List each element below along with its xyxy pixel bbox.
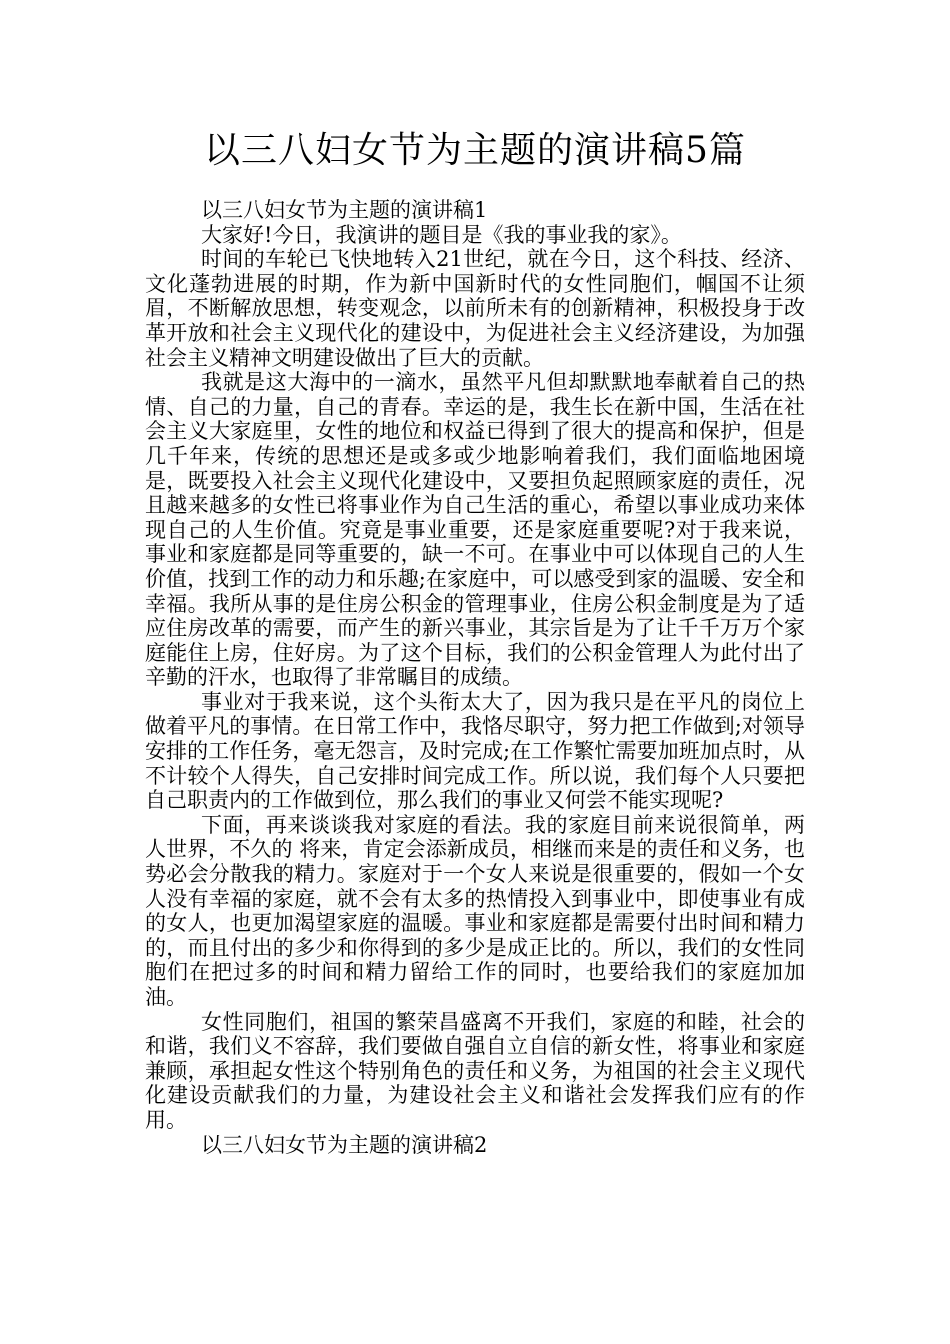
document-body bbox=[145, 198, 805, 1157]
body-paragraph: 下面，再来谈谈我对家庭的看法。我的家庭目前来说很简单，两人世界，不久的 将来，肯定会添新成员，相继而来是的责任和义务，也势必会分散我的精力。家庭对于一个女人来说是很重要的，假如一个女人没有幸福的家庭，就不会有太多的热情投入到事业中，即使事业有成的女人，也更加渴望家庭的温暖。事业和家庭都是需要付出时间和精力的，而且付出的多少和你得到的多少是成正比的。所以，我们的女性同胞们在把过多的时间和精力留给工作的同时，也要给我们的家庭加加油。 bbox=[145, 812, 805, 1009]
section-heading-2: 以三八妇女节为主题的演讲稿2 bbox=[201, 1132, 488, 1157]
body-paragraph: 事业对于我来说，这个头衔太大了，因为我只是在平凡的岗位上做着平凡的事情。在日常工作中，我恪尽职守，努力把工作做到;对领导安排的工作任务，毫无怨言，及时完成;在工作繁忙需要加班加点时，从不计较个人得失，自己安排时间完成工作。所以说，我们每个人只要把自己职责内的工作做到位，那么我们的事业又何尝不能实现呢? bbox=[145, 689, 805, 813]
document-title: 以三八妇女节为主题的演讲稿5篇 bbox=[204, 130, 746, 171]
body-paragraph: 女性同胞们，祖国的繁荣昌盛离不开我们，家庭的和睦，社会的和谐，我们义不容辞，我们要做自强自立自信的新女性，将事业和家庭兼顾，承担起女性这个特别角色的责任和义务，为祖国的社会主义现代化建设贡献我们的力量，为建设社会主义和谐社会发挥我们应有的作用。 bbox=[145, 1009, 805, 1132]
body-paragraph: 我就是这大海中的一滴水，虽然平凡但却默默地奉献着自己的热情、自己的力量，自己的青春。幸运的是，我生长在新中国，生活在社会主义大家庭里，女性的地位和权益已得到了很大的提高和保护，但是几千年来，传统的思想还是或多或少地影响着我们，我们面临地困境是，既要投入社会主义现代化建设中，又要担负起照顾家庭的责任，况且越来越多的女性已将事业作为自己生活的重心，希望以事业成功来体现自己的人生价值。究竟是事业重要，还是家庭重要呢?对于我来说，事业和家庭都是同等重要的，缺一不可。在事业中可以体现自己的人生价值，找到工作的动力和乐趣;在家庭中，可以感受到家的温暖、安全和幸福。我所从事的是住房公积金的管理事业，住房公积金制度是为了适应住房改革的需要，而产生的新兴事业，其宗旨是为了让千千万万个家庭能住上房，住好房。为了这个目标，我们的公积金管理人为此付出了辛勤的汗水，也取得了非常瞩目的成绩。 bbox=[145, 370, 805, 690]
greeting-paragraph: 大家好!今日，我演讲的题目是《我的事业我的家》。 bbox=[201, 222, 682, 247]
body-paragraph: 时间的车轮已飞快地转入21世纪，就在今日，这个科技、经济、文化蓬勃进展的时期，作为新中国新时代的女性同胞们，帼国不让须眉，不断解放思想，转变观念，以前所未有的创新精神，积极投身于改革开放和社会主义现代化的建设中，为促进社会主义经济建设，为加强社会主义精神文明建设做出了巨大的贡献。 bbox=[145, 247, 805, 370]
section-heading-1: 以三八妇女节为主题的演讲稿1 bbox=[201, 198, 488, 222]
